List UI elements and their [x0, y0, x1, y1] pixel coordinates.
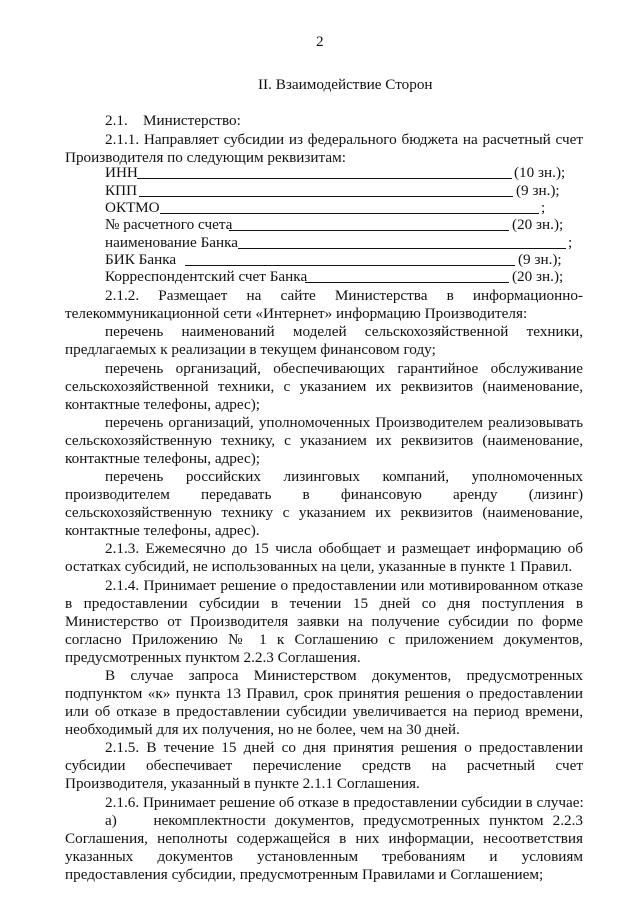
field-oktmo	[105, 199, 583, 217]
field-blank-line	[137, 178, 512, 179]
clause-2-1-4: 2.1.4. Принимает решение о предоставлении или мотивированном отказе	[105, 577, 583, 594]
clause-2-1-4-cont: предусмотренных пунктом 2.2.3 Соглашения.	[65, 649, 361, 666]
clause-2-1-5-cont: Производителя, указанный в пункте 2.1.1 Соглашения.	[65, 775, 420, 792]
list-item-leasing-cont: сельскохозяйственную технику с указанием их реквизитов (наименование,	[65, 504, 583, 521]
field-suffix: ;	[541, 199, 546, 216]
field-kpp	[105, 182, 583, 200]
clause-2-1: 2.1. Министерство:	[105, 112, 241, 129]
field-corr-account	[105, 268, 583, 286]
list-item-service: перечень организаций, обеспечивающих гарантийное обслуживание	[105, 360, 583, 377]
list-item-service-cont: контактные телефоны, адрес);	[65, 396, 261, 413]
clause-2-1-6-a-cont: предоставления субсидии, предусмотренным Правилами и Соглашением;	[65, 866, 544, 883]
list-item-leasing-cont: производителем передавать в финансовую аренду (лизинг)	[65, 486, 583, 503]
list-item-dealers: перечень организаций, уполномоченных Производителем реализовывать	[105, 414, 583, 431]
field-suffix: (20 зн.);	[512, 268, 564, 285]
field-bik	[105, 251, 583, 269]
list-item-models-cont: предлагаемых к реализации в текущем финансовом году;	[65, 341, 436, 358]
list-item-service-cont: сельскохозяйственной техники, с указанием их реквизитов (наименование,	[65, 378, 583, 395]
field-label: ОКТМО	[105, 199, 160, 216]
clause-2-1-6: 2.1.6. Принимает решение об отказе в предоставлении субсидии в случае:	[105, 794, 584, 811]
field-label: наименование Банка	[105, 234, 239, 251]
list-item-leasing-cont: контактные телефоны, адрес).	[65, 522, 260, 539]
clause-2-1-6-a-cont: Соглашения, неполноты содержащейся в них информации, несоответствия	[65, 830, 583, 847]
field-blank-line	[229, 230, 509, 231]
field-label: № расчетного счета	[105, 216, 233, 233]
clause-2-1-2-cont: телекоммуникационной сети «Интернет» информацию Производителя:	[65, 305, 528, 322]
clause-docs-request-cont: необходимый для их получения, но не более, чем на 30 дней.	[65, 721, 460, 738]
clause-2-1-3: 2.1.3. Ежемесячно до 15 числа обобщает и размещает информацию об	[105, 540, 583, 557]
field-suffix: (9 зн.);	[516, 182, 560, 199]
field-blank-line	[238, 248, 566, 249]
field-suffix: ;	[568, 234, 573, 251]
clause-docs-request-cont: подпунктом «к» пункта 13 Правил, срок принятия решения о предоставлении	[65, 685, 583, 702]
field-account	[105, 216, 583, 234]
clause-2-1-6-a: а) некомплектности документов, предусмотренных пунктом 2.2.3	[105, 812, 583, 829]
list-item-leasing: перечень российских лизинговых компаний, уполномоченных	[105, 468, 583, 485]
field-inn	[105, 164, 583, 182]
page-number: 2	[316, 33, 324, 50]
field-blank-line	[305, 282, 509, 283]
field-blank-line	[139, 196, 513, 197]
field-suffix: (9 зн.);	[518, 251, 562, 268]
clause-2-1-6-a-cont: указанных документов установленным требованиям и условиям	[65, 848, 583, 865]
list-item-dealers-cont: сельскохозяйственную технику, с указанием их реквизитов (наименование,	[65, 432, 583, 449]
field-label: КПП	[105, 182, 138, 199]
clause-docs-request-cont: или об отказе в предоставлении субсидии увеличивается на период времени,	[65, 703, 583, 720]
clause-docs-request: В случае запроса Министерством документов, предусмотренных	[105, 667, 583, 684]
field-label: ИНН	[105, 164, 138, 181]
clause-2-1-4-cont: Министерство от Производителя заявки на получение субсидии по форме	[65, 613, 583, 630]
clause-2-1-1-cont: Производителя по следующим реквизитам:	[65, 149, 346, 166]
clause-2-1-1: 2.1.1. Направляет субсидии из федерального бюджета на расчетный счет	[105, 131, 583, 148]
field-label: Корреспондентский счет Банка	[105, 268, 308, 285]
clause-2-1-5: 2.1.5. В течение 15 дней со дня принятия решения о предоставлении	[105, 739, 583, 756]
clause-2-1-4-cont: согласно Приложению № 1 к Соглашению с приложением документов,	[65, 631, 583, 648]
clause-2-1-2: 2.1.2. Размещает на сайте Министерства в информационно-	[105, 287, 583, 304]
field-blank-line	[160, 213, 539, 214]
field-suffix: (20 зн.);	[512, 216, 564, 233]
field-bank-name	[105, 234, 583, 252]
section-title: II. Взаимодействие Сторон	[258, 76, 433, 93]
clause-2-1-4-cont: в предоставлении субсидии в течении 15 дней со дня поступления в	[65, 595, 583, 612]
list-item-dealers-cont: контактные телефоны, адрес);	[65, 450, 261, 467]
field-label: БИК Банка	[105, 251, 177, 268]
clause-2-1-3-cont: остатках субсидий, не использованных на цели, указанные в пункте 1 Правил.	[65, 558, 573, 575]
clause-2-1-5-cont: субсидии обеспечивает перечисление средств на расчетный счет	[65, 757, 583, 774]
field-suffix: (10 зн.);	[514, 164, 566, 181]
field-blank-line	[185, 265, 515, 266]
list-item-models: перечень наименований моделей сельскохозяйственной техники,	[105, 323, 583, 340]
